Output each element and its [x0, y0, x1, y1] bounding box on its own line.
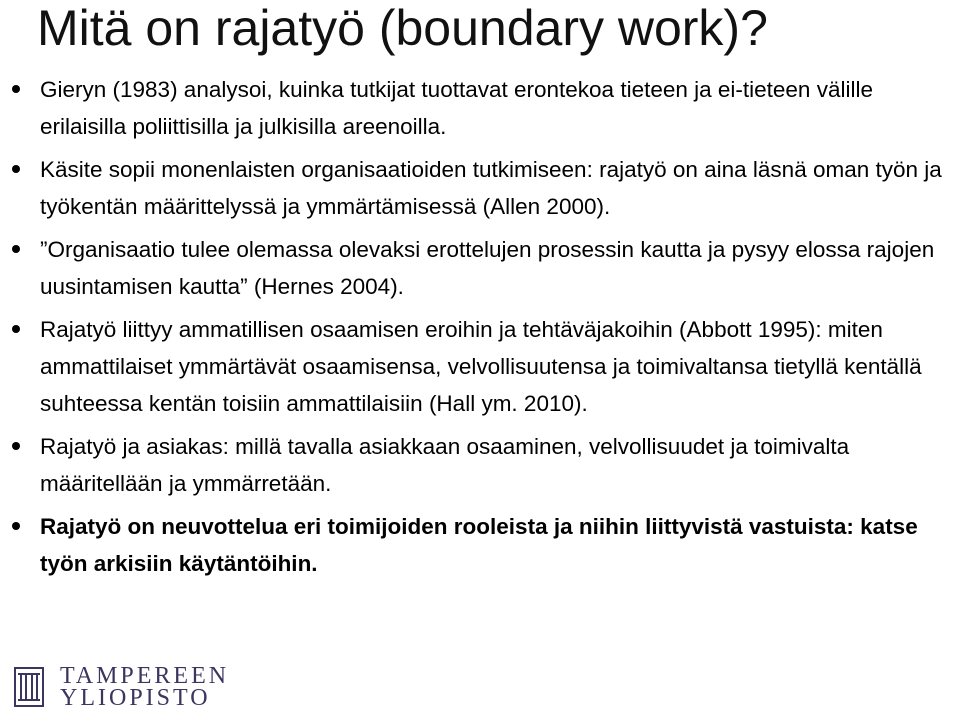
bullet-dot-icon [12, 522, 20, 530]
bullet-dot-icon [12, 165, 20, 173]
bullet-item [0, 71, 960, 145]
bullet-dot-icon [12, 325, 20, 333]
slide-title: Mitä on rajatyö (boundary work)? [37, 0, 768, 56]
bullet-text: Rajatyö on neuvottelua eri toimijoiden rooleista ja niihin liittyvistä vastuista: katse työn arkisiin käytäntöihin. [40, 514, 918, 576]
bullet-list [0, 71, 960, 588]
bullet-item [0, 231, 960, 305]
logo-line-2: YLIOPISTO [60, 685, 211, 711]
bullet-text: Rajatyö ja asiakas: millä tavalla asiakkaan osaaminen, velvollisuudet ja toimivalta määritellään ja ymmärretään. [40, 434, 850, 496]
university-column-icon [12, 666, 46, 708]
bullet-text: Käsite sopii monenlaisten organisaatioiden tutkimiseen: rajatyö on aina läsnä oman työn ja työkentän määrittelyssä ja ymmärtämisessä (Allen 2000). [40, 157, 942, 219]
bullet-text: ”Organisaatio tulee olemassa olevaksi erottelujen prosessin kautta ja pysyy elossa rajojen uusintamisen kautta” (Hernes 2004). [40, 237, 935, 299]
logo-line-1: TAMPEREEN [60, 663, 230, 689]
bullet-item [0, 428, 960, 502]
bullet-text: Gieryn (1983) analysoi, kuinka tutkijat tuottavat erontekoa tieteen ja ei-tieteen välille erilaisilla poliittisilla ja julkisilla areenoilla. [40, 77, 873, 139]
bullet-item [0, 311, 960, 422]
bullet-item-bold [0, 508, 960, 582]
bullet-text: Rajatyö liittyy ammatillisen osaamisen eroihin ja tehtäväjakoihin (Abbott 1995): miten ammattilaiset ymmärtävät osaamisensa, velvollisuutensa ja toimivaltansa tietyllä kentällä suhteessa kentän toisiin ammattilaisiin (Hall ym. 2010). [40, 317, 922, 416]
bullet-dot-icon [12, 85, 20, 93]
university-logo [12, 662, 252, 711]
bullet-dot-icon [12, 245, 20, 253]
bullet-item [0, 151, 960, 225]
bullet-dot-icon [12, 442, 20, 450]
